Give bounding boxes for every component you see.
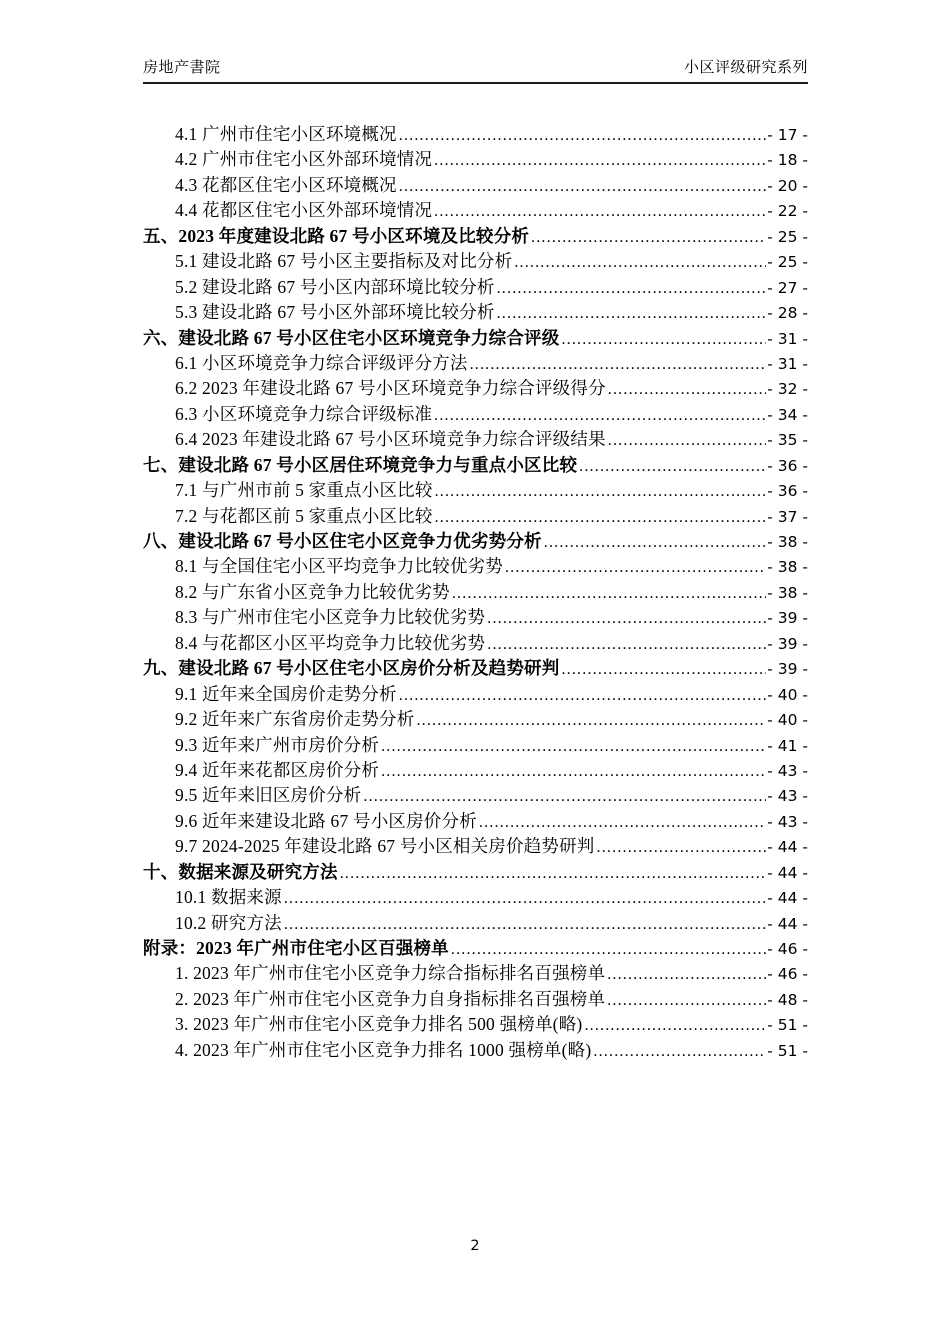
toc-entry[interactable] — [143, 401, 808, 426]
toc-entry-page-number: - 38 - — [767, 533, 808, 551]
toc-entry[interactable] — [143, 859, 808, 884]
toc-entry-label: 9.3 近年来广州市房价分析 — [175, 734, 380, 755]
toc-entry-page-number: - 39 - — [767, 609, 808, 628]
toc-entry-page-number: - 51 - — [767, 1016, 808, 1035]
dot-leader — [434, 200, 766, 221]
dot-leader — [544, 531, 766, 552]
toc-entry-label: 5.3 建设北路 67 号小区外部环境比较分析 — [175, 302, 495, 323]
toc-entry-page-number: - 38 - — [767, 583, 808, 602]
toc-entry[interactable] — [143, 960, 808, 985]
dot-leader — [608, 378, 766, 399]
toc-entry-page-number: - 17 - — [767, 126, 808, 144]
toc-entry-page-number: - 25 - — [767, 227, 808, 246]
dot-leader — [284, 913, 766, 934]
toc-entry-page-number: - 32 - — [767, 380, 808, 399]
toc-entry[interactable] — [143, 197, 808, 222]
dot-leader — [531, 226, 766, 247]
toc-entry-page-number: - 44 - — [767, 863, 808, 882]
toc-entry-label: 8.1 与全国住宅小区平均竞争力比较优劣势 — [175, 556, 503, 577]
toc-entry-label: 9.5 近年来旧区房价分析 — [175, 785, 362, 806]
toc-entry-page-number: - 36 - — [767, 456, 808, 475]
toc-entry-page-number: - 18 - — [767, 151, 808, 170]
toc-entry[interactable] — [143, 223, 808, 248]
toc-entry[interactable] — [143, 782, 808, 807]
dot-leader — [514, 251, 766, 272]
toc-entry-page-number: - 39 - — [767, 634, 808, 653]
dot-leader — [381, 735, 766, 756]
toc-entry-label: 5.2 建设北路 67 号小区内部环境比较分析 — [175, 276, 495, 297]
page-header — [143, 56, 808, 84]
dot-leader — [487, 633, 766, 654]
dot-leader — [593, 1040, 766, 1061]
dot-leader — [399, 684, 766, 705]
toc-entry-label: 1. 2023 年广州市住宅小区竞争力综合指标排名百强榜单 — [175, 963, 606, 984]
toc-entry-label: 9.6 近年来建设北路 67 号小区房价分析 — [175, 810, 477, 831]
dot-leader — [597, 836, 767, 857]
toc-entry-label: 4. 2023 年广州市住宅小区竞争力排名 1000 强榜单(略) — [175, 1039, 592, 1060]
toc-entry[interactable] — [143, 833, 808, 858]
dot-leader — [363, 785, 766, 806]
dot-leader — [497, 277, 767, 298]
toc-entry[interactable] — [143, 528, 808, 553]
toc-entry[interactable] — [143, 604, 808, 629]
toc-entry-page-number: - 31 - — [767, 329, 808, 348]
toc-entry-label: 十、数据来源及研究方法 — [143, 861, 338, 882]
dot-leader — [399, 124, 766, 145]
toc-entry-page-number: - 27 - — [767, 278, 808, 297]
dot-leader — [399, 175, 766, 196]
dot-leader — [416, 709, 766, 730]
dot-leader — [505, 556, 766, 577]
toc-entry-label: 4.2 广州市住宅小区外部环境情况 — [175, 149, 433, 170]
dot-leader — [584, 1014, 766, 1035]
dot-leader — [435, 506, 767, 527]
toc-entry-page-number: - 39 - — [767, 660, 808, 679]
toc-entry-label: 5.1 建设北路 67 号小区主要指标及对比分析 — [175, 251, 513, 272]
toc-entry-page-number: - 40 - — [767, 685, 808, 704]
toc-entry-page-number: - 34 - — [767, 405, 808, 424]
dot-leader — [608, 429, 766, 450]
toc-entry[interactable] — [143, 681, 808, 706]
toc-entry-page-number: - 44 - — [767, 838, 808, 857]
toc-entry-label: 9.1 近年来全国房价走势分析 — [175, 683, 397, 704]
dot-leader — [497, 302, 767, 323]
toc-entry[interactable] — [143, 121, 808, 146]
toc-entry-page-number: - 46 - — [767, 965, 808, 984]
toc-entry[interactable] — [143, 350, 808, 375]
dot-leader — [451, 938, 766, 959]
dot-leader — [381, 760, 766, 781]
toc-entry-page-number: - 28 - — [767, 304, 808, 323]
toc-entry-label: 7.2 与花都区前 5 家重点小区比较 — [175, 505, 433, 526]
toc-entry-page-number: - 48 - — [767, 990, 808, 1009]
page-footer — [0, 1238, 950, 1254]
toc-entry-label: 4.4 花都区住宅小区外部环境情况 — [175, 200, 433, 221]
toc-entry[interactable] — [143, 172, 808, 197]
toc-entry-page-number: - 36 - — [767, 482, 808, 501]
toc-entry-label: 6.2 2023 年建设北路 67 号小区环境竞争力综合评级得分 — [175, 378, 606, 399]
toc-entry-label: 九、建设北路 67 号小区住宅小区房价分析及趋势研判 — [143, 658, 560, 679]
dot-leader — [487, 607, 766, 628]
dot-leader — [452, 582, 766, 603]
toc-entry-page-number: - 37 - — [767, 507, 808, 526]
toc-entry[interactable] — [143, 706, 808, 731]
toc-entry[interactable] — [143, 146, 808, 171]
toc-entry-page-number: - 40 - — [767, 711, 808, 730]
toc-entry-label: 9.4 近年来花都区房价分析 — [175, 759, 380, 780]
dot-leader — [284, 887, 766, 908]
toc-entry-page-number: - 41 - — [767, 736, 808, 755]
dot-leader — [434, 404, 766, 425]
dot-leader — [435, 480, 767, 501]
toc-entry-page-number: - 43 - — [767, 812, 808, 831]
toc-entry-label: 六、建设北路 67 号小区住宅小区环境竞争力综合评级 — [143, 327, 560, 348]
dot-leader — [561, 658, 766, 679]
header-left-title: 房地产書院 — [143, 59, 221, 76]
toc-entry-label: 2. 2023 年广州市住宅小区竞争力自身指标排名百强榜单 — [175, 988, 606, 1009]
dot-leader — [340, 862, 767, 883]
toc-entry[interactable] — [143, 1011, 808, 1036]
toc-entry-page-number: - 46 - — [767, 940, 808, 958]
toc-entry[interactable] — [143, 274, 808, 299]
dot-leader — [607, 989, 766, 1010]
toc-entry-page-number: - 25 - — [767, 253, 808, 272]
toc-entry[interactable] — [143, 553, 808, 578]
toc-entry[interactable] — [143, 757, 808, 782]
toc-entry-page-number: - 35 - — [767, 431, 808, 450]
toc-entry[interactable] — [143, 935, 808, 960]
dot-leader — [434, 149, 766, 170]
toc-entry[interactable] — [143, 477, 808, 502]
toc-entry[interactable] — [143, 884, 808, 909]
toc-entry-label: 6.1 小区环境竞争力综合评级评分方法 — [175, 352, 468, 373]
toc-entry-label: 4.1 广州市住宅小区环境概况 — [175, 124, 397, 144]
toc-entry[interactable] — [143, 299, 808, 324]
toc-entry[interactable] — [143, 655, 808, 680]
toc-entry-label: 10.1 数据来源 — [175, 887, 282, 908]
table-of-contents — [143, 121, 808, 1062]
toc-entry-page-number: - 20 - — [767, 176, 808, 195]
header-right-series: 小区评级研究系列 — [683, 59, 808, 76]
toc-entry[interactable] — [143, 375, 808, 400]
dot-leader — [479, 811, 766, 832]
dot-leader — [470, 353, 767, 374]
toc-entry-page-number: - 51 - — [767, 1041, 808, 1060]
toc-entry[interactable] — [143, 452, 808, 477]
footer-page-number: 2 — [470, 1238, 480, 1254]
toc-entry-label: 6.3 小区环境竞争力综合评级标准 — [175, 403, 433, 424]
dot-leader — [579, 455, 766, 476]
toc-entry[interactable] — [143, 426, 808, 451]
toc-entry[interactable] — [143, 986, 808, 1011]
toc-entry[interactable] — [143, 1037, 808, 1062]
toc-entry[interactable] — [143, 732, 808, 757]
toc-entry-page-number: - 44 - — [767, 889, 808, 908]
toc-entry-label: 4.3 花都区住宅小区环境概况 — [175, 174, 397, 195]
toc-entry-label: 8.3 与广州市住宅小区竞争力比较优劣势 — [175, 607, 486, 628]
toc-entry-page-number: - 44 - — [767, 914, 808, 933]
toc-entry-label: 七、建设北路 67 号小区居住环境竞争力与重点小区比较 — [143, 454, 578, 475]
toc-entry-label: 7.1 与广州市前 5 家重点小区比较 — [175, 480, 433, 501]
toc-entry-page-number: - 43 - — [767, 761, 808, 780]
toc-entry[interactable] — [143, 325, 808, 350]
toc-entry-label: 八、建设北路 67 号小区住宅小区竞争力优劣势分析 — [143, 531, 542, 551]
dot-leader — [561, 328, 766, 349]
toc-entry[interactable] — [143, 808, 808, 833]
toc-entry[interactable] — [143, 910, 808, 935]
toc-entry-label: 8.2 与广东省小区竞争力比较优劣势 — [175, 581, 450, 602]
toc-entry-label: 附录：2023 年广州市住宅小区百强榜单 — [143, 938, 449, 958]
toc-entry[interactable] — [143, 579, 808, 604]
toc-entry-label: 五、2023 年度建设北路 67 号小区环境及比较分析 — [143, 225, 530, 246]
toc-entry-page-number: - 43 - — [767, 787, 808, 806]
toc-entry-label: 8.4 与花都区小区平均竞争力比较优劣势 — [175, 632, 486, 653]
toc-entry[interactable] — [143, 503, 808, 528]
toc-entry[interactable] — [143, 248, 808, 273]
dot-leader — [607, 963, 766, 984]
toc-entry-label: 3. 2023 年广州市住宅小区竞争力排名 500 强榜单(略) — [175, 1014, 583, 1035]
toc-entry-page-number: - 31 - — [767, 354, 808, 373]
toc-entry-label: 6.4 2023 年建设北路 67 号小区环境竞争力综合评级结果 — [175, 429, 606, 450]
toc-entry-page-number: - 22 - — [767, 202, 808, 221]
toc-entry-label: 9.7 2024-2025 年建设北路 67 号小区相关房价趋势研判 — [175, 836, 595, 857]
toc-entry-page-number: - 38 - — [767, 558, 808, 577]
toc-entry[interactable] — [143, 630, 808, 655]
toc-entry-label: 9.2 近年来广东省房价走势分析 — [175, 709, 415, 730]
toc-entry-label: 10.2 研究方法 — [175, 912, 282, 933]
